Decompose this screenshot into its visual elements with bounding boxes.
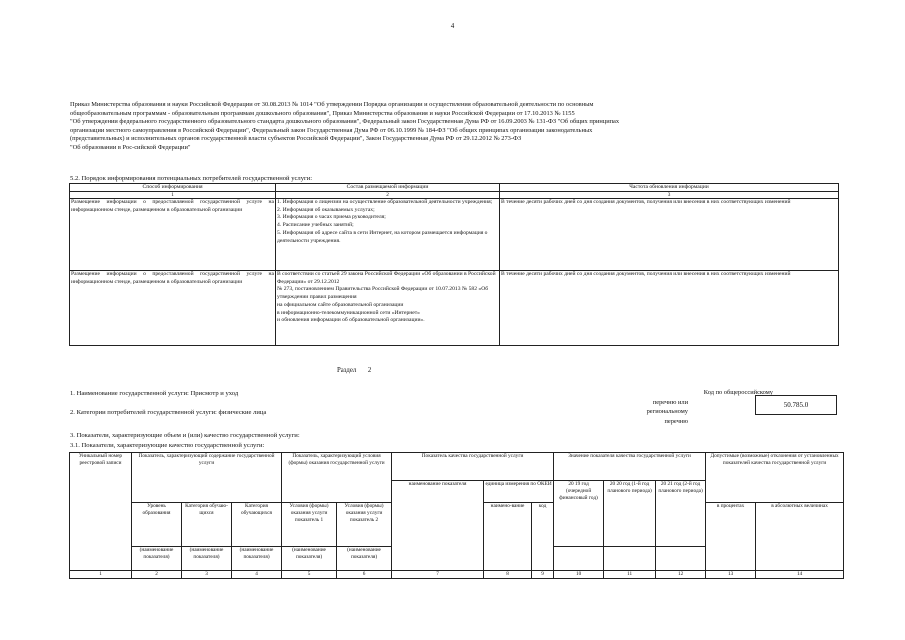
unit-name-header: наимено-вание (484, 503, 532, 571)
content-line: 1. Информация о лицензии на осуществление образовательной деятельности учреждения; (277, 199, 493, 205)
column-number: 5 (282, 571, 337, 579)
year-3-header: 20 21 год (2-й год планового периода) (656, 481, 706, 547)
quality-values-header: Значение показателя качества государственной услуги (554, 453, 706, 481)
content-line: 4. Расписание учебных занятий; (277, 222, 354, 229)
quality-indicators-table (69, 452, 844, 579)
header-content: Состав размещаемой информации (276, 184, 500, 192)
table-row (70, 199, 839, 271)
column-number: 7 (392, 571, 484, 579)
quality-name-header: наименование показателя (392, 481, 484, 571)
code-label-line: перечню или (652, 398, 688, 406)
deviation-header: Допустимые (возможные) отклонения от установленных показателей качества государственной услуги (706, 453, 844, 481)
frequency-cell: В течение десяти рабочих дней со дня создания документов, получения или внесения в них соответствующих изменений (500, 199, 839, 271)
section-5-2-heading: 5.2. Порядок информирования потенциальных потребителей государственной услуги: (70, 175, 313, 182)
column-number: 2 (132, 571, 182, 579)
conditions-indicator-header: Показатель, характеризующий условия (формы) оказания государственной услуги (282, 453, 392, 481)
quality-indicator-header: Показатель качества государственной услуги (392, 453, 554, 481)
unit-okei-header: единица измерения по ОКЕИ (484, 481, 554, 503)
legal-basis-text (70, 101, 830, 153)
name-placeholder: (наименование показателя) (132, 547, 182, 571)
column-number: 2 (276, 192, 500, 199)
column-number: 13 (706, 571, 756, 579)
content-indicator-header: Показатель, характеризующий содержание государственной услуги (132, 453, 282, 481)
column-number: 1 (70, 571, 132, 579)
deviation-absolute-header: в абсолютных величинах (756, 503, 844, 571)
category-header: Категория обучающихся (232, 503, 282, 547)
unit-code-header: код (532, 503, 554, 571)
content-line: в информационно-телекоммуникационной сети «Интернет» (277, 309, 420, 316)
name-placeholder: (наименование показателя) (282, 547, 337, 571)
unique-record-number-header: Уникальный номер реестровой записи (70, 453, 132, 571)
informing-table (69, 183, 839, 346)
column-number: 12 (656, 571, 706, 579)
column-number: 3 (500, 192, 839, 199)
intro-line: "Об образовании в Рос-сийской Федерации" (70, 143, 191, 151)
method-cell: Размещение информации о предоставляемой государственной услуге на информационном стенде, размещенном в образовательной организации (70, 199, 276, 271)
deviation-percent-header: в процентах (706, 503, 756, 571)
name-placeholder: (наименование показателя) (337, 547, 392, 571)
registry-code-label (623, 388, 773, 426)
header-frequency: Частота обновления информации (500, 184, 839, 192)
year-1-header: 20 19 год (очередной финансовый год) (554, 481, 604, 547)
indicators-heading: 3. Показатели, характеризующие объем и (или) качество государственной услуги: (70, 432, 300, 439)
content-line: 5. Информация об адресе сайта в сети Интернет, на котором размещается информация о деятельности учреждения. (277, 229, 488, 244)
column-number: 6 (337, 571, 392, 579)
column-number: 3 (182, 571, 232, 579)
content-line: и обновления информации об образовательной организации». (277, 317, 425, 324)
intro-line: организации местного самоуправления в Российской Федерации", Федеральный закон Государственная Дума РФ от 06.10.1999 № 184-ФЗ "Об общих принципах организации законодательных (70, 126, 593, 134)
service-name: 1. Наименование государственной услуги: Присмотр и уход (70, 390, 239, 397)
column-number: 14 (756, 571, 844, 579)
content-line: на официальном сайте образовательной организации (277, 301, 404, 308)
code-label-line: региональному перечню (646, 408, 688, 425)
content-line: № 273, постановлением Правительства Российской Федерации от 10.07.2013 № 582 «Об утверждении правил размещения (277, 286, 489, 301)
content-line: 2. Информация об оказываемых услугах; (277, 206, 375, 213)
column-number: 8 (484, 571, 532, 579)
column-number: 1 (70, 192, 276, 199)
condition-2-header: Условия (формы) оказания услуги показатель 2 (337, 503, 392, 547)
content-cell (276, 271, 500, 346)
name-placeholder: (наименование показателя) (232, 547, 282, 571)
category-header: Категория обучаю-щихся (182, 503, 232, 547)
content-line: В соответствии со статьей 29 закона Российской Федерации «Об образовании в Российской Федерации» от 29.12.2012 (277, 271, 496, 285)
section-title: Раздел 2 (337, 367, 372, 374)
intro-line: общеобразовательным программам - образовательным программам дошкольного образования", Приказ Министерства образования и науки Российской Федерации от 17.10.2013 № 1155 (70, 109, 575, 117)
column-number: 11 (604, 571, 656, 579)
registry-code-value: 50.785.0 (755, 395, 837, 415)
quality-indicators-heading: 3.1. Показатели, характеризующие качество государственной услуги: (70, 442, 265, 449)
consumer-category: 2. Категории потребителей государственной услуги: физические лица (70, 409, 267, 416)
column-number: 10 (554, 571, 604, 579)
method-cell: Размещение информации о предоставляемой государственной услуге на информационном стенде, размещенном в образовательной организации (70, 271, 276, 346)
intro-line: Приказ Министерства образования и науки Российской Федерации от 30.08.2013 № 1014 "Об утверждении Порядка организации и осуществления образовательной деятельности по основным (70, 101, 594, 108)
name-placeholder: (наименование показателя) (182, 547, 232, 571)
intro-line: "Об утверждении федерального государственного образовательного стандарта дошкольного образования", Федеральный закон Государственная Дума РФ от 16.09.2003 № 131-ФЗ "Об общих принципах (70, 118, 620, 126)
page-number: 4 (450, 22, 455, 30)
condition-1-header: Условия (формы) оказания услуги показатель 1 (282, 503, 337, 547)
frequency-cell: В течение десяти рабочих дней со дня создания документов, получения или внесения в них соответствующих изменений (500, 271, 839, 346)
intro-line: (представительных) и исполнительных органов государственной власти субъектов Российской Федерации", Закон Государственная Дума РФ от 29.12.2012 № 273-ФЗ (70, 135, 522, 143)
code-label-line: Код по общероссийскому (703, 389, 773, 396)
column-number: 9 (532, 571, 554, 579)
content-line: 3. Информация о часах приема руководителя; (277, 214, 386, 221)
level-header: Уровень образования (132, 503, 182, 547)
year-2-header: 20 20 год (1-й год планового периода) (604, 481, 656, 547)
header-method: Способ информирования (70, 184, 276, 192)
content-cell (276, 199, 500, 271)
column-number: 4 (232, 571, 282, 579)
table-row (70, 271, 839, 346)
